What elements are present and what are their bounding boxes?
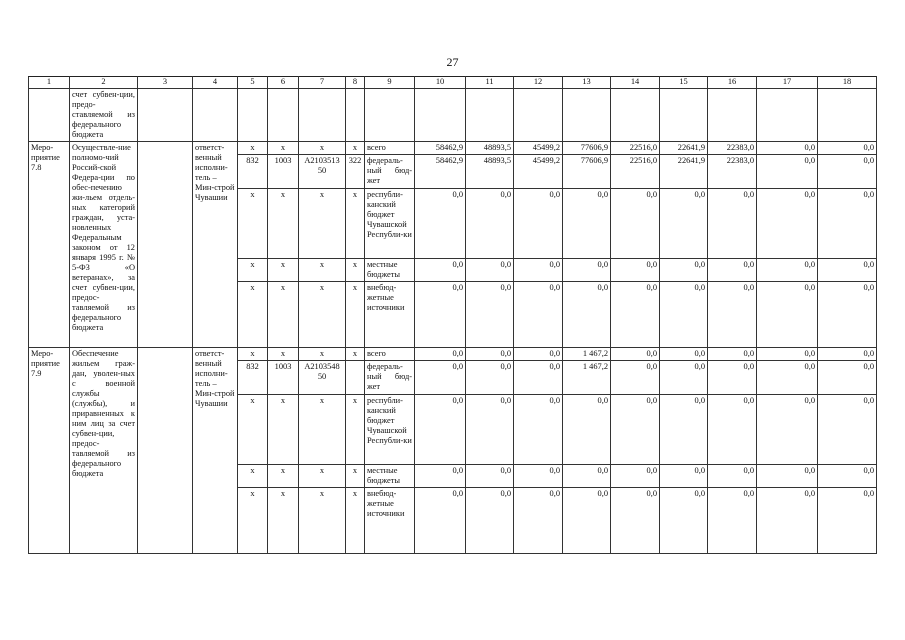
value-cell: 0,0 [611, 282, 660, 348]
value-cell: 0,0 [757, 259, 818, 282]
value-cell: 0,0 [514, 259, 563, 282]
value-cell: 0,0 [757, 189, 818, 259]
value-cell: 0,0 [514, 465, 563, 488]
value-cell: 0,0 [818, 395, 877, 465]
value-cell: 0,0 [415, 282, 466, 348]
value-cell: 0,0 [563, 395, 611, 465]
value-cell: 0,0 [466, 189, 514, 259]
value-cell: 0,0 [415, 189, 466, 259]
value-cell: 0,0 [563, 259, 611, 282]
target-code-cell: x [299, 465, 346, 488]
value-cell: 0,0 [514, 488, 563, 554]
value-cell: 0,0 [611, 488, 660, 554]
measure-code: Меро-приятие 7.8 [29, 142, 70, 348]
page-number: 27 [446, 55, 459, 69]
col-header: 17 [757, 77, 818, 89]
value-cell: 45499,2 [514, 155, 563, 189]
col-header: 12 [514, 77, 563, 89]
funding-source-cell: республи-канский бюджет Чувашской Республи-ки [365, 395, 415, 465]
value-cell: 0,0 [611, 189, 660, 259]
value-cell: 0,0 [514, 348, 563, 361]
col-header: 13 [563, 77, 611, 89]
value-cell: 0,0 [708, 465, 757, 488]
section-code-cell: 1003 [268, 155, 299, 189]
target-code-cell: x [299, 142, 346, 155]
col-header: 8 [346, 77, 365, 89]
target-code-cell: A2103548 50 [299, 361, 346, 395]
value-cell: 0,0 [660, 282, 708, 348]
gov-code-cell: x [238, 282, 268, 348]
value-cell: 0,0 [818, 488, 877, 554]
value-cell: 0,0 [660, 361, 708, 395]
value-cell: 0,0 [818, 155, 877, 189]
expense-type-cell: 322 [346, 155, 365, 189]
value-cell: 0,0 [708, 361, 757, 395]
funding-source-cell: всего [365, 142, 415, 155]
value-cell: 0,0 [466, 282, 514, 348]
value-cell: 0,0 [757, 142, 818, 155]
value-cell: 22383,0 [708, 142, 757, 155]
value-cell: 0,0 [466, 361, 514, 395]
value-cell: 0,0 [611, 395, 660, 465]
value-cell: 0,0 [514, 395, 563, 465]
section-code-cell: x [268, 488, 299, 554]
value-cell: 0,0 [818, 142, 877, 155]
value-cell: 22383,0 [708, 155, 757, 189]
value-cell: 0,0 [757, 488, 818, 554]
budget-table [28, 76, 877, 554]
table-row [29, 348, 877, 361]
target-code-cell: x [299, 488, 346, 554]
table-row [29, 142, 877, 155]
executor-cell: ответст-венный исполни-тель – Мин-строй Чувашии [193, 142, 238, 348]
expense-type-cell: x [346, 395, 365, 465]
value-cell: 0,0 [563, 488, 611, 554]
value-cell: 0,0 [466, 348, 514, 361]
col-header: 3 [138, 77, 193, 89]
value-cell: 0,0 [514, 282, 563, 348]
section-code-cell: x [268, 395, 299, 465]
expense-type-cell: x [346, 259, 365, 282]
col-header: 9 [365, 77, 415, 89]
measure-description: Обеспечение жильем граж-дан, уволен-ных с военной службы (службы), и приравненных к ним лиц за счет субвен-ции, предос-тавляемой из федерального бюджета [70, 348, 138, 554]
section-code-cell: x [268, 142, 299, 155]
header-row [29, 77, 877, 89]
value-cell: 0,0 [611, 465, 660, 488]
value-cell: 0,0 [563, 465, 611, 488]
section-code-cell: 1003 [268, 361, 299, 395]
value-cell: 0,0 [818, 259, 877, 282]
value-cell: 0,0 [660, 465, 708, 488]
col-header: 16 [708, 77, 757, 89]
value-cell: 58462,9 [415, 142, 466, 155]
expense-type-cell: x [346, 189, 365, 259]
value-cell: 0,0 [757, 361, 818, 395]
col-header: 15 [660, 77, 708, 89]
target-code-cell: x [299, 282, 346, 348]
value-cell: 22641,9 [660, 155, 708, 189]
value-cell: 0,0 [757, 348, 818, 361]
value-cell: 45499,2 [514, 142, 563, 155]
expense-type-cell: x [346, 488, 365, 554]
value-cell: 0,0 [818, 465, 877, 488]
gov-code-cell: x [238, 465, 268, 488]
value-cell: 48893,5 [466, 155, 514, 189]
funding-source-cell: федераль-ный бюд-жет [365, 155, 415, 189]
value-cell: 0,0 [818, 361, 877, 395]
value-cell: 0,0 [757, 395, 818, 465]
value-cell: 58462,9 [415, 155, 466, 189]
gov-code-cell: x [238, 259, 268, 282]
value-cell: 0,0 [757, 155, 818, 189]
value-cell: 1 467,2 [563, 361, 611, 395]
value-cell: 0,0 [708, 259, 757, 282]
value-cell: 0,0 [660, 395, 708, 465]
expense-type-cell: x [346, 348, 365, 361]
continuation-row [29, 89, 877, 142]
value-cell: 22516,0 [611, 155, 660, 189]
col-header: 6 [268, 77, 299, 89]
section-code-cell: x [268, 259, 299, 282]
value-cell: 0,0 [466, 259, 514, 282]
value-cell: 22641,9 [660, 142, 708, 155]
gov-code-cell: x [238, 189, 268, 259]
funding-source-cell: республи-канский бюджет Чувашской Республи-ки [365, 189, 415, 259]
gov-code-cell: 832 [238, 155, 268, 189]
measure-description: Осуществле-ние полномо-чий Россий-ской Федера-ции по обес-печению жи-льем отдель-ных категорий граждан, уста-новленных Федеральным законом от 12 января 1995 г. № 5-ФЗ «О ветеранах», за счет субвен-ции, предос-тавляемой из федерального бюджета [70, 142, 138, 348]
value-cell: 0,0 [818, 282, 877, 348]
col-header: 14 [611, 77, 660, 89]
target-code-cell: x [299, 259, 346, 282]
target-code-cell: x [299, 189, 346, 259]
target-code-cell: x [299, 348, 346, 361]
value-cell: 0,0 [415, 488, 466, 554]
col-header: 18 [818, 77, 877, 89]
value-cell: 0,0 [415, 395, 466, 465]
executor-cell: ответст-венный исполни-тель – Мин-строй Чувашии [193, 348, 238, 554]
expense-type-cell [346, 361, 365, 395]
value-cell: 0,0 [611, 259, 660, 282]
section-code-cell: x [268, 465, 299, 488]
value-cell: 0,0 [818, 348, 877, 361]
funding-source-cell: местные бюджеты [365, 465, 415, 488]
expense-type-cell: x [346, 282, 365, 348]
value-cell: 0,0 [514, 361, 563, 395]
value-cell: 0,0 [415, 361, 466, 395]
gov-code-cell: x [238, 348, 268, 361]
section-code-cell: x [268, 348, 299, 361]
measure-code: Меро-приятие 7.9 [29, 348, 70, 554]
value-cell: 0,0 [660, 488, 708, 554]
value-cell: 0,0 [415, 259, 466, 282]
col-header: 11 [466, 77, 514, 89]
col-header: 7 [299, 77, 346, 89]
value-cell: 0,0 [660, 348, 708, 361]
value-cell: 0,0 [466, 395, 514, 465]
value-cell: 0,0 [660, 189, 708, 259]
coexecutor-cell [138, 348, 193, 554]
value-cell: 0,0 [708, 189, 757, 259]
value-cell: 0,0 [563, 189, 611, 259]
expense-type-cell: x [346, 142, 365, 155]
expense-type-cell: x [346, 465, 365, 488]
target-code-cell: A2103513 50 [299, 155, 346, 189]
value-cell: 0,0 [415, 465, 466, 488]
value-cell: 0,0 [708, 395, 757, 465]
value-cell: 0,0 [514, 189, 563, 259]
value-cell: 0,0 [466, 488, 514, 554]
value-cell: 77606,9 [563, 142, 611, 155]
section-code-cell: x [268, 189, 299, 259]
col-header: 10 [415, 77, 466, 89]
value-cell: 0,0 [611, 348, 660, 361]
continuation-text: счет субвен-ции, предо-ставляемой из федерального бюджета [70, 89, 138, 142]
value-cell: 0,0 [708, 348, 757, 361]
section-code-cell: x [268, 282, 299, 348]
coexecutor-cell [138, 142, 193, 348]
gov-code-cell: x [238, 395, 268, 465]
value-cell: 0,0 [708, 282, 757, 348]
value-cell: 0,0 [757, 465, 818, 488]
gov-code-cell: x [238, 142, 268, 155]
funding-source-cell: внебюд-жетные источники [365, 282, 415, 348]
col-header: 5 [238, 77, 268, 89]
col-header: 1 [29, 77, 70, 89]
target-code-cell: x [299, 395, 346, 465]
value-cell: 0,0 [611, 361, 660, 395]
col-header: 4 [193, 77, 238, 89]
value-cell: 0,0 [757, 282, 818, 348]
col-header: 2 [70, 77, 138, 89]
value-cell: 0,0 [818, 189, 877, 259]
value-cell: 0,0 [466, 465, 514, 488]
value-cell: 1 467,2 [563, 348, 611, 361]
gov-code-cell: x [238, 488, 268, 554]
funding-source-cell: всего [365, 348, 415, 361]
value-cell: 48893,5 [466, 142, 514, 155]
value-cell: 0,0 [415, 348, 466, 361]
value-cell: 0,0 [563, 282, 611, 348]
funding-source-cell: внебюд-жетные источники [365, 488, 415, 554]
value-cell: 77606,9 [563, 155, 611, 189]
value-cell: 0,0 [660, 259, 708, 282]
funding-source-cell: федераль-ный бюд-жет [365, 361, 415, 395]
value-cell: 22516,0 [611, 142, 660, 155]
funding-source-cell: местные бюджеты [365, 259, 415, 282]
value-cell: 0,0 [708, 488, 757, 554]
gov-code-cell: 832 [238, 361, 268, 395]
